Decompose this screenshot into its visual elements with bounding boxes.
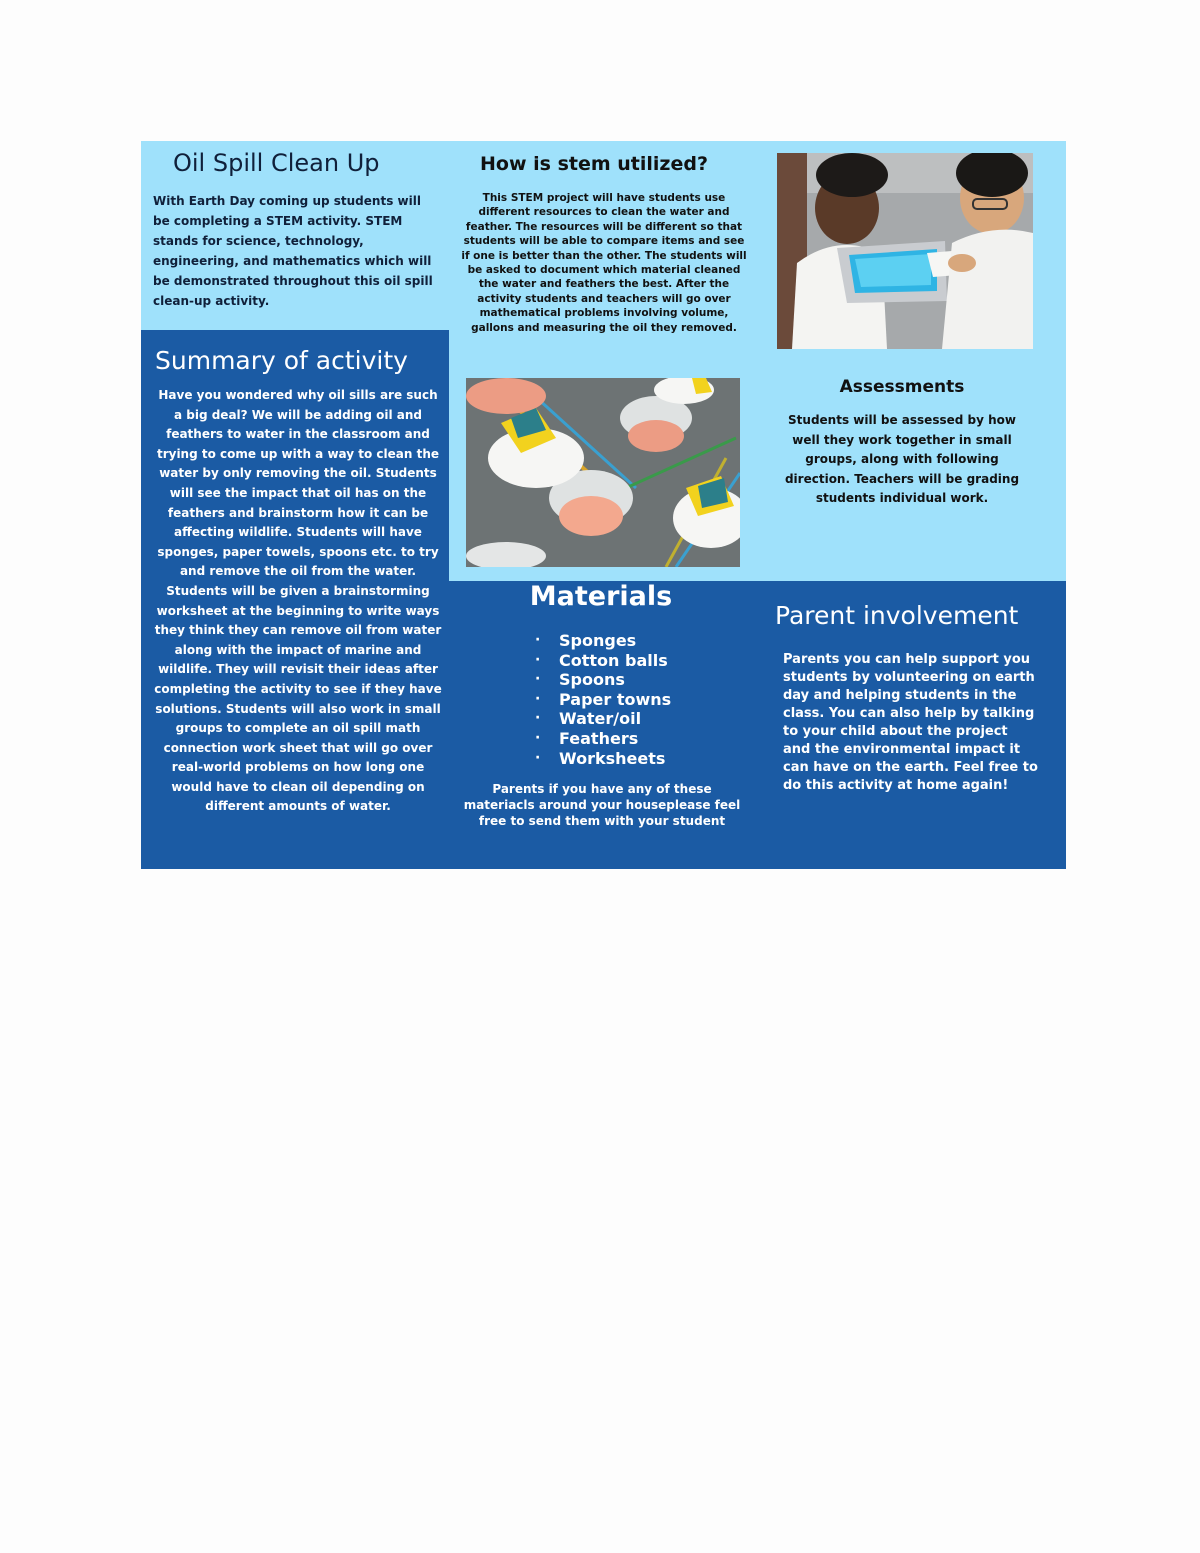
stem-heading: How is stem utilized? <box>480 153 708 175</box>
list-item <box>531 729 671 749</box>
bullet-icon: · <box>535 671 541 688</box>
bullet-icon: · <box>535 710 541 727</box>
bullet-icon: · <box>535 749 541 766</box>
stem-paragraph: This STEM project will have students use different resources to clean the water and feather. The resources will be different so that students will be able to compare items and see if one is better than the other. The students will be asked to document which material cleaned the water and feathers the best. After the activity students and teachers will go over mathematical problems involving volume, gallons and measuring the oil they removed. <box>461 192 747 334</box>
material-label: Water/oil <box>559 709 642 729</box>
bullet-icon: · <box>535 651 541 668</box>
summary-paragraph: Have you wondered why oil sills are such a big deal? We will be adding oil and feathers to water in the classroom and trying to come up with a way to clean the water by only removing the oil. Students will see the impact that oil has on the feathers and brainstorm how it can be affecting wildlife. Students will have sponges, paper towels, spoons etc. to try and remove the oil from the water. Students will be given a brainstorming worksheet at the beginning to write ways they think they can remove oil from water along with the impact of marine and wildlife. They will revisit their ideas after completing the activity to see if they have solutions. Students will also work in small groups to complete an oil spill math connection work sheet that will go over real-world problems on how long one would have to clean oil depending on different amounts of water. <box>154 388 442 814</box>
bullet-icon: · <box>535 690 541 707</box>
assessments-paragraph: Students will be assessed by how well they work together in small groups, along with following direction. Teachers will be grading students individual work. <box>784 413 1020 506</box>
students-photo <box>777 153 1033 349</box>
summary-heading: Summary of activity <box>155 346 408 375</box>
oil-spill-title: Oil Spill Clean Up <box>173 149 380 177</box>
material-label: Feathers <box>559 728 639 748</box>
students-photo-illustration <box>777 153 1033 349</box>
bullet-icon: · <box>535 729 541 746</box>
bullet-icon: · <box>535 632 541 648</box>
material-label: Sponges <box>559 631 637 650</box>
material-label: Paper towns <box>559 689 672 709</box>
brochure-panel <box>141 141 1066 869</box>
material-label: Cotton balls <box>559 650 668 670</box>
list-item <box>531 709 671 729</box>
materials-list <box>531 631 671 768</box>
material-label: Spoons <box>559 670 625 690</box>
parent-involvement-heading: Parent involvement <box>775 601 1019 630</box>
list-item <box>531 631 671 651</box>
assessments-heading: Assessments <box>839 377 965 397</box>
list-item <box>531 690 671 710</box>
list-item <box>531 749 671 769</box>
list-item <box>531 670 671 690</box>
materials-note: Parents if you have any of these materiacls around your houseplease feel free to send them with your student <box>463 782 741 828</box>
list-item <box>531 651 671 671</box>
intro-paragraph: With Earth Day coming up students will be completing a STEM activity. STEM stands for science, technology, engineering, and mathematics which will be demonstrated throughout this oil spill clean-up activity. <box>153 194 433 308</box>
material-label: Worksheets <box>559 748 666 768</box>
parent-involvement-paragraph: Parents you can help support you students by volunteering on earth day and helping students in the class. You can also help by talking to your child about the project and the environmental impact it can have on the earth. Feel free to do this activity at home again! <box>783 652 1038 793</box>
materials-heading: Materials <box>529 581 673 612</box>
materials-photo <box>466 378 740 567</box>
materials-photo-illustration <box>466 378 740 567</box>
